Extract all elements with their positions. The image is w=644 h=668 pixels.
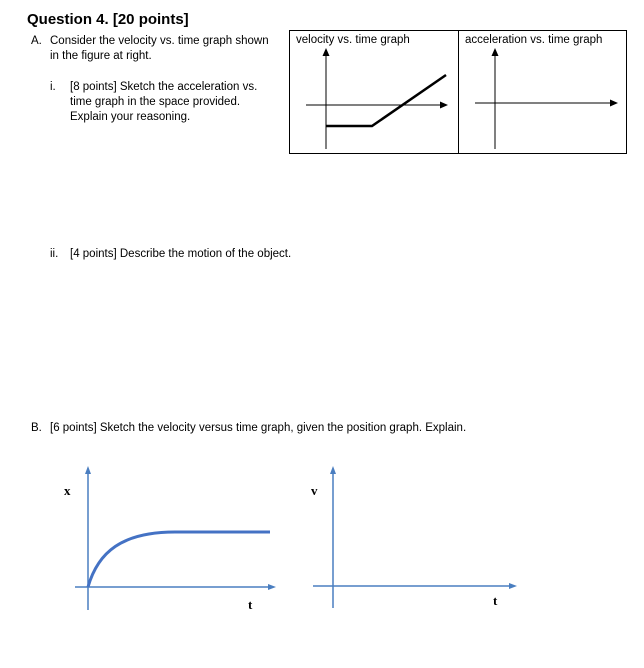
velocity-graph-box: [289, 30, 459, 154]
acceleration-y-arrow: [492, 48, 499, 56]
velocity-x-arrow: [440, 102, 448, 109]
position-x-arrow: [268, 584, 276, 590]
velocity-graph-plot: [290, 31, 458, 153]
acceleration-graph-plot: [459, 31, 626, 153]
acceleration-graph-title: acceleration vs. time graph: [465, 34, 603, 46]
velocity-b-graph-x-label: t: [493, 593, 498, 608]
question-title: Question 4. [20 points]: [27, 11, 189, 28]
velocity-b-x-arrow: [509, 583, 517, 589]
position-graph-plot: [70, 462, 280, 612]
sub-ii-label: ii.: [50, 248, 59, 260]
velocity-y-arrow: [323, 48, 330, 56]
velocity-curve: [326, 75, 446, 126]
velocity-b-graph-y-label: v: [311, 483, 318, 498]
position-graph-x-label: t: [248, 597, 253, 612]
sub-i-label: i.: [50, 81, 56, 93]
velocity-b-y-arrow: [330, 466, 336, 474]
part-a-label: A.: [31, 35, 42, 47]
position-curve: [88, 532, 270, 587]
position-y-arrow: [85, 466, 91, 474]
velocity-graph-title: velocity vs. time graph: [296, 34, 410, 46]
acceleration-graph-box: [458, 30, 627, 154]
position-graph-y-label: x: [64, 483, 71, 498]
sub-ii-text: [4 points] Describe the motion of the object.: [70, 248, 292, 260]
acceleration-x-arrow: [610, 100, 618, 107]
velocity-b-graph-plot: [305, 462, 525, 612]
sub-i-text: [8 points] Sketch the acceleration vs. time graph in the space provided. Explain your reasoning.: [70, 81, 258, 123]
part-a-text: Consider the velocity vs. time graph shown in the figure at right.: [50, 35, 269, 62]
part-b-label: B.: [31, 422, 42, 434]
part-b-text: [6 points] Sketch the velocity versus time graph, given the position graph. Explain.: [50, 422, 467, 434]
